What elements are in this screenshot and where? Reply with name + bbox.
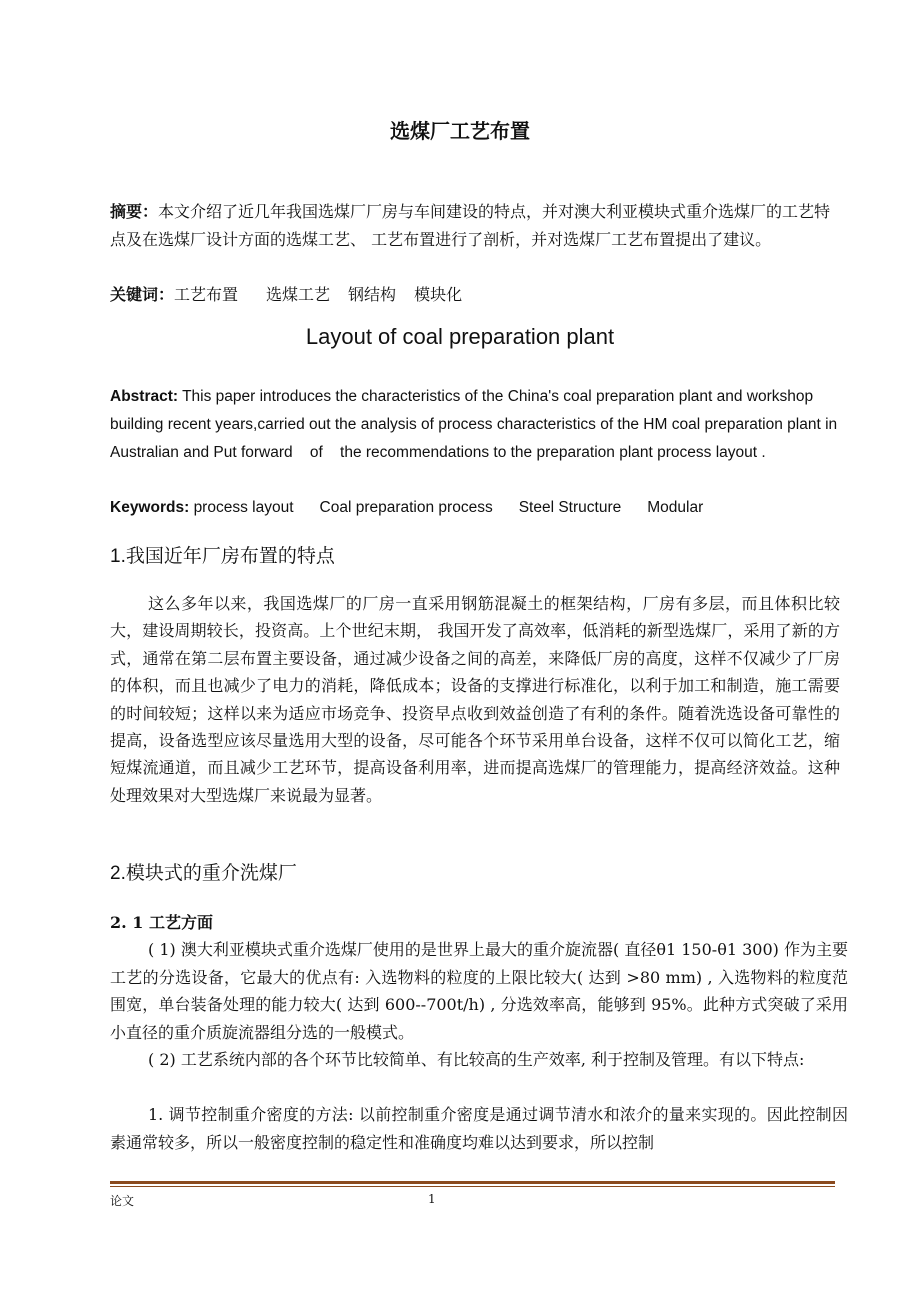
keyword-cn-item: 钢结构 [348,285,397,304]
section2-heading: 2.模块式的重介洗煤厂 [110,863,297,884]
keyword-en-item: Coal preparation process [319,499,493,516]
footer-label: 论文 [110,1194,135,1208]
section2-para2: ( 2) 工艺系统内部的各个环节比较简单、有比较高的生产效率, 利于控制及管理。有以下特点: [148,1050,805,1069]
section2-1-heading: 2. 1 工艺方面 [110,913,213,932]
footer-rule [110,1181,835,1184]
document-title-en: Layout of coal preparation plant [305,324,615,349]
section1-heading: 1.我国近年厂房布置的特点 [110,546,335,567]
abstract-en [110,383,840,466]
keyword-en-item: Steel Structure [518,499,622,516]
keywords-en [110,494,840,522]
document-title-cn: 选煤厂工艺布置 [390,119,530,143]
keyword-en-item: Modular [647,499,704,516]
keywords-cn-label: 关键词： [110,285,175,304]
abstract-en-label: Abstract: [110,388,179,405]
keyword-cn-item: 工艺布置 [174,285,239,304]
section1-paragraph: 这么多年以来，我国选煤厂的厂房一直采用钢筋混凝土的框架结构，厂房有多层，而且体积比较大，建设周期较长，投资高。上个世纪末期， 我国开发了高效率，低消耗的新型选煤厂，采用了新的方式，通常在第二层布置主要设备，通过减少设备之间的高差，来降低厂房的高度，这样不仅减少了厂房的体积，而且也减少了电力的消耗，降低成本；设备的支撑进行标准化，以利于加工和制造，施工需要的时间较短；这样以来为适应市场竞争、投资早点收到效益创造了有利的条件。随着洗选设备可靠性的提高，设备选型应该尽量选用大型的设备，尽可能各个环节采用单台设备，这样不仅可以简化工艺，缩短煤流通道，而且减少工艺环节，提高设备利用率，进而提高选煤厂的管理能力，提高经济效益。这种处理效果对大型选煤厂来说最为显著。 [110,594,840,805]
keywords-cn [110,281,840,309]
section2-para1: ( 1) 澳大利亚模块式重介选煤厂使用的是世界上最大的重介旋流器( 直径θ1 150-θ1 300) 作为主要工艺的分选设备，它最大的优点有: 入选物料的粒度的上限比较大( 达到 >80 mm) , 入选物料的粒度范围宽，单台装备处理的能力较大( 达到 600--700t/h) , 分选效率高，能够到 95%。此种方式突破了采用小直径的重介质旋流器组分选的一般模式。 [110,940,848,1042]
abstract-cn-label: 摘要： [110,202,159,221]
keywords-en-label: Keywords: [110,499,190,516]
keyword-cn-item: 选煤工艺 [266,285,331,304]
abstract-cn-text: 本文介绍了近几年我国选煤厂厂房与车间建设的特点，并对澳大利亚模块式重介选煤厂的工艺特点及在选煤厂设计方面的选煤工艺、 工艺布置进行了剖析，并对选煤厂工艺布置提出了建议。 [110,202,831,249]
footer-rule-thin [110,1186,835,1187]
keyword-cn-item: 模块化 [414,285,463,304]
keyword-en-item: process layout [193,499,294,516]
section2-para3: 1. 调节控制重介密度的方法: 以前控制重介密度是通过调节清水和浓介的量来实现的。因此控制因素通常较多，所以一般密度控制的稳定性和准确度均难以达到要求，所以控制 [110,1105,848,1152]
abstract-cn [110,198,840,253]
abstract-en-text: This paper introduces the characteristics of the China's coal preparation plant and workshop building recent years,carried out the analysis of process characteristics of the HM coal preparation plant in Australian and Put forward of the recommendations to the preparation plant process layout . [110,388,841,461]
page-number: 1 [428,1192,436,1206]
